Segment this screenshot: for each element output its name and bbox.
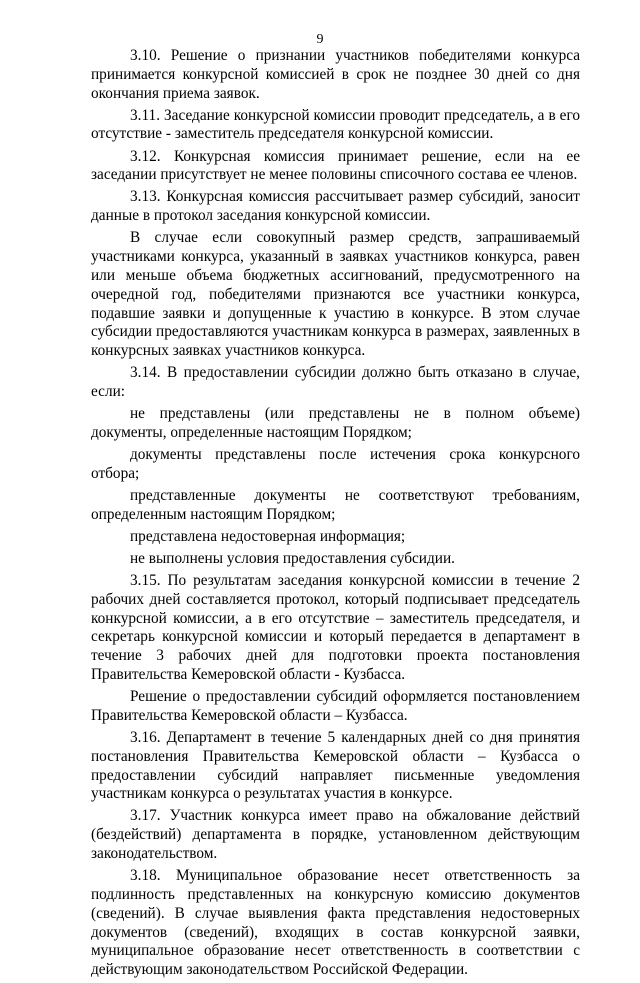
refusal-reason-2: документы представлены после истечения срока конкурсного отбора;: [91, 446, 580, 482]
paragraph-3-16: 3.16. Департамент в течение 5 календарных дней со дня принятия постановления Правительства Кемеровской области – Кузбасса о предоставлении субсидий направляет письменные уведомления участникам конкурса о результатах участия в конкурсе.: [91, 728, 580, 803]
paragraph-3-10: 3.10. Решение о признании участников победителями конкурса принимается конкурсной комиссией в срок не позднее 30 дней со дня окончания приема заявок.: [91, 47, 580, 102]
paragraph-3-13: 3.13. Конкурсная комиссия рассчитывает размер субсидий, заносит данные в протокол заседания конкурсной комиссии.: [91, 188, 580, 225]
refusal-reason-1: не представлены (или представлены не в полном объеме) документы, определенные настоящим Порядком;: [91, 405, 580, 441]
paragraph-3-17: 3.17. Участник конкурса имеет право на обжалование действий (бездействий) департамента в порядке, установленном действующим законодательством.: [91, 807, 580, 863]
paragraph-3-18: 3.18. Муниципальное образование несет ответственность за подлинность представленных на конкурсную комиссию документов (сведений). В случае выявления факта представления недостоверных документов (сведений), входящих в состав конкурсной заявки, муниципальное образование несет ответственность в соответствии с действующим законодательством Российской Федерации.: [91, 867, 580, 979]
paragraph-3-15: 3.15. По результатам заседания конкурсной комиссии в течение 2 рабочих дней составляется протокол, который подписывает председатель конкурсной комиссии, а в его отсутствие – заместитель председателя, и секретарь конкурсной комиссии и который передается в департамент в течение 3 рабочих дней для подготовки проекта постановления Правительства Кемеровской области - Кузбасса.: [91, 571, 580, 683]
paragraph-3-11: 3.11. Заседание конкурсной комиссии проводит председатель, а в его отсутствие - заместитель председателя конкурсной комиссии.: [91, 106, 580, 143]
paragraph-3-14: 3.14. В предоставлении субсидии должно быть отказано в случае, если:: [91, 364, 580, 401]
paragraph-3-15-decision: Решение о предоставлении субсидий оформляется постановлением Правительства Кемеровской области – Кузбасса.: [91, 688, 580, 724]
document-body: [91, 47, 580, 983]
refusal-reason-4: представлена недостоверная информация;: [130, 527, 406, 545]
paragraph-3-12: 3.12. Конкурсная комиссия принимает решение, если на ее заседании присутствует не менее половины списочного состава ее членов.: [91, 147, 580, 184]
refusal-reason-5: не выполнены условия предоставления субсидии.: [130, 549, 455, 567]
paragraph-3-13-case: В случае если совокупный размер средств, запрашиваемый участниками конкурса, указанный в заявках участников конкурса, равен или меньше объема бюджетных ассигнований, предусмотренного на очередной год, победителями признаются все участники конкурса, подавшие заявки и допущенные к участию в конкурсе. В этом случае субсидии предоставляются участникам конкурса в размерах, заявленных в конкурсных заявках участников конкурса.: [91, 229, 580, 360]
refusal-reason-3: представленные документы не соответствуют требованиям, определенным настоящим Порядком;: [91, 486, 580, 523]
page-number: 9: [316, 32, 324, 47]
